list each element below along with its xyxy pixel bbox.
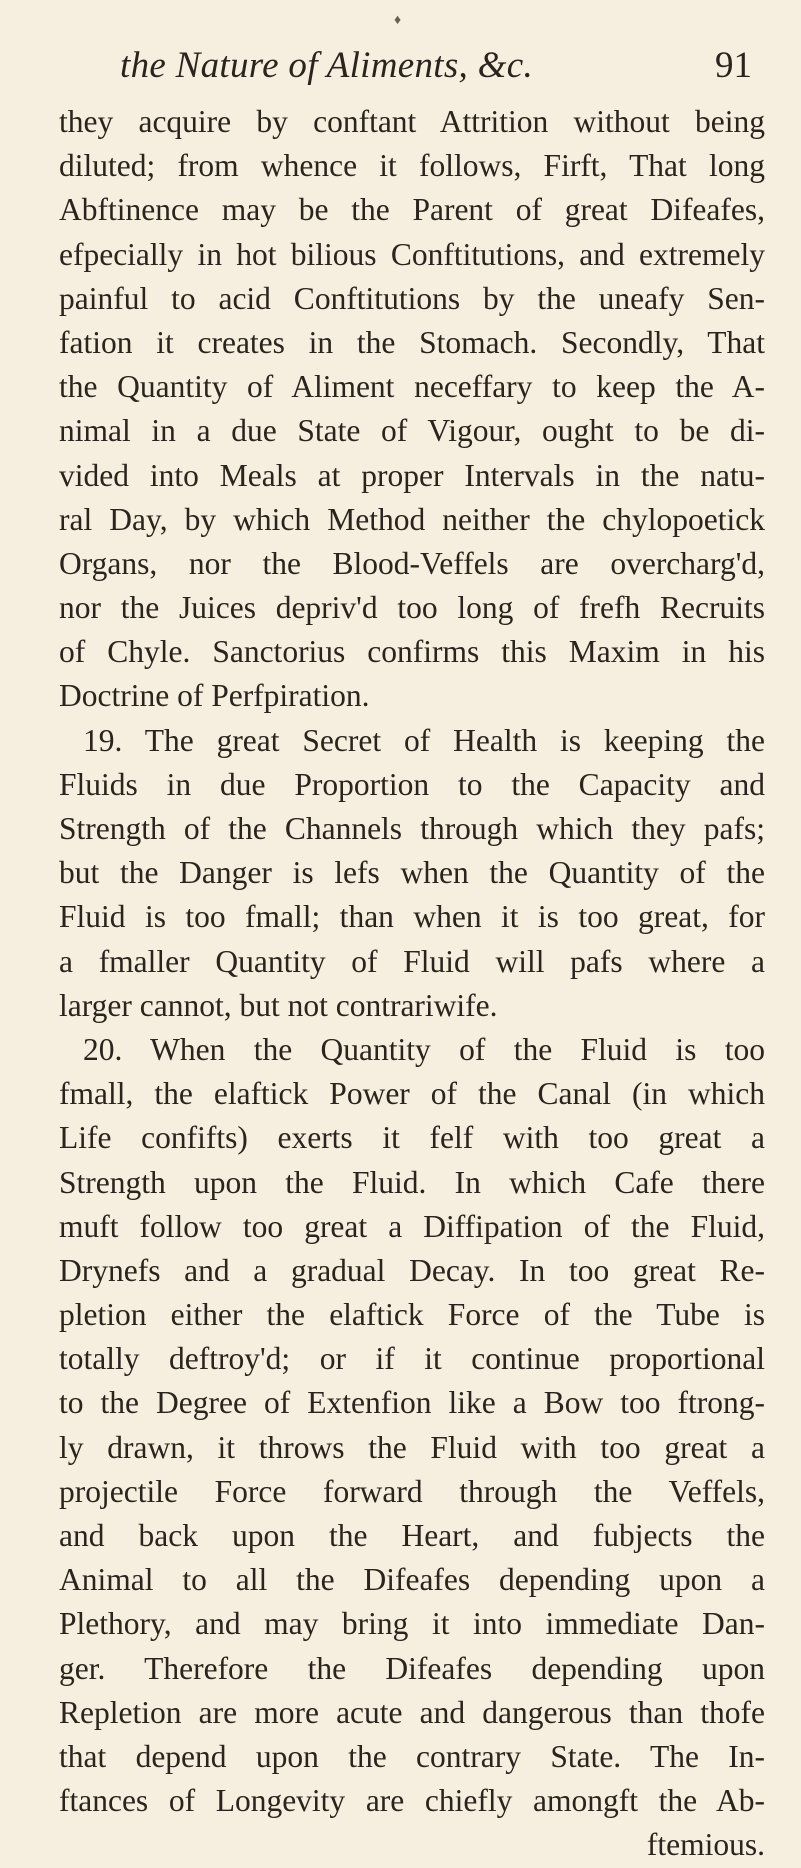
text-line: ftemious. [646,1827,765,1863]
running-head: the Nature of Aliments, &c. [120,45,534,86]
text-line: ftances of Longevity are chiefly amongft the Ab- [59,1783,765,1819]
text-line: ger. Therefore the Difeafes depending upon [59,1650,765,1686]
text-line: nor the Juices depriv'd too long of frefh Recruits [59,590,765,626]
page-header [120,34,760,90]
text-line: a fmaller Quantity of Fluid will pafs where a [59,943,765,979]
text-line: fmall, the elaftick Power of the Canal (in which [59,1076,765,1112]
text-line: fation it creates in the Stomach. Secondly, That [59,324,765,360]
text-line: Fluids in due Proportion to the Capacity and [59,766,765,802]
text-line: Strength of the Channels through which they pafs; [59,811,765,846]
text-line: Animal to all the Difeafes depending upon a [59,1562,765,1598]
text-line: larger cannot, but not contrariwife. [59,987,498,1023]
text-line: nimal in a due State of Vigour, ought to be di- [59,413,765,449]
text-line: 19. The great Secret of Health is keeping the [83,722,765,758]
text-line: Repletion are more acute and dangerous than thofe [59,1694,765,1730]
text-line: Doctrine of Perfpiration. [59,678,370,714]
text-line: muft follow too great a Diffipation of the Fluid, [59,1208,765,1244]
text-line: ral Day, by which Method neither the chylopoetick [59,501,765,537]
text-line: painful to acid Conftitutions by the uneafy Sen- [59,280,765,316]
text-line: Life confifts) exerts it felf with too great a [59,1120,765,1156]
text-line: 20. When the Quantity of the Fluid is too [83,1031,765,1067]
text-line: Strength upon the Fluid. In which Cafe there [59,1164,765,1200]
text-line: that depend upon the contrary State. The In- [59,1738,765,1774]
text-line: Plethory, and may bring it into immediate Dan- [59,1606,765,1642]
text-line: but the Danger is lefs when the Quantity of the [59,855,765,891]
text-line: and back upon the Heart, and fubjects the [59,1518,765,1553]
text-line: Abftinence may be the Parent of great Difeafes, [59,192,765,228]
page-number: 91 [715,45,752,86]
text-line: projectile Force forward through the Veffels, [59,1473,765,1509]
text-line: of Chyle. Sanctorius confirms this Maxim in his [59,634,765,670]
text-line: diluted; from whence it follows, Firft, That long [59,148,765,184]
ornament-mark: ♦ [394,13,402,28]
text-line: Organs, nor the Blood-Veffels are overcharg'd, [59,545,765,581]
text-line: pletion either the elaftick Force of the Tube is [59,1297,765,1333]
text-line: Drynefs and a gradual Decay. In too great Re- [59,1252,765,1288]
text-line: vided into Meals at proper Intervals in the natu- [59,457,765,493]
text-line: to the Degree of Extenfion like a Bow too ftrong- [59,1385,765,1421]
text-line: they acquire by conftant Attrition without being [59,104,765,139]
text-line: ly drawn, it throws the Fluid with too great a [59,1429,765,1465]
body-text [59,100,765,1868]
text-line: the Quantity of Aliment neceffary to keep the A- [59,369,765,405]
text-line: Fluid is too fmall; than when it is too great, for [59,899,765,935]
text-line: efpecially in hot bilious Conftitutions, and extremely [59,236,765,272]
text-line: totally deftroy'd; or if it continue proportional [59,1341,765,1377]
